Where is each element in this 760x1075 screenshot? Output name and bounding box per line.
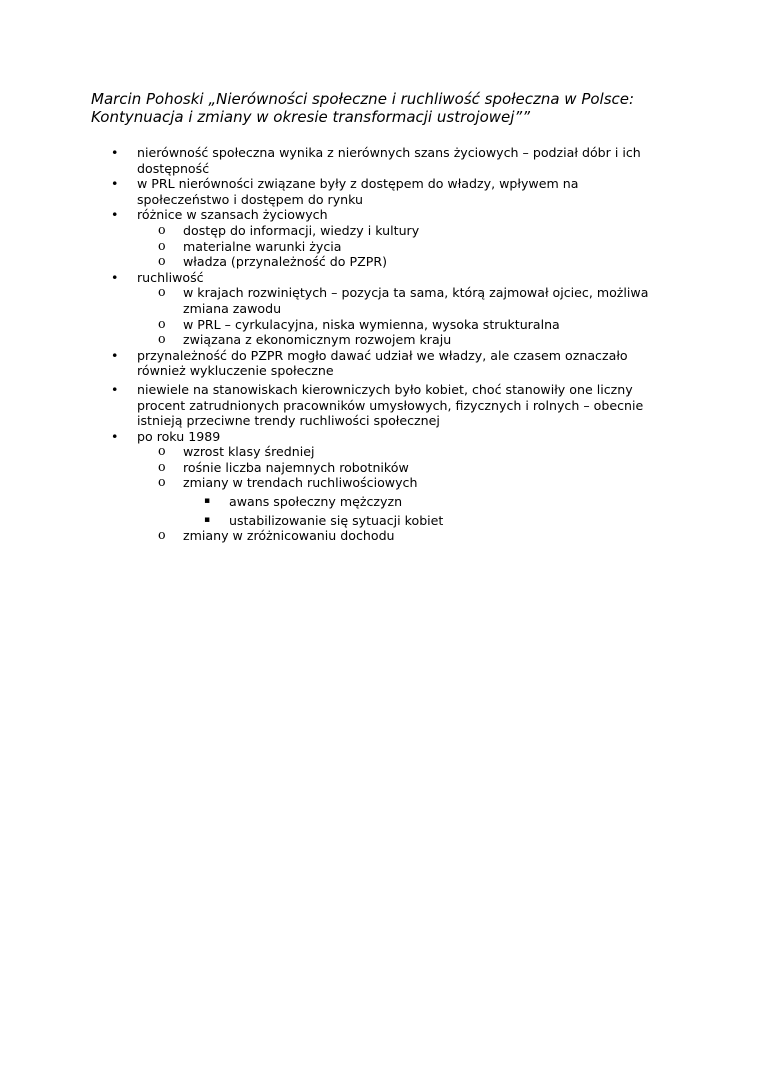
circle-bullet-icon: o <box>158 237 166 253</box>
bullet-icon: • <box>111 176 119 192</box>
bullet-list <box>0 145 760 544</box>
list-item-text: ruchliwość <box>137 269 204 285</box>
list-item-text: materialne warunki życia <box>183 238 342 254</box>
list-item <box>0 285 663 316</box>
square-bullet-icon: ▪ <box>204 496 211 507</box>
circle-bullet-icon: o <box>158 443 166 459</box>
list-item <box>0 270 657 286</box>
bullet-icon: • <box>111 207 119 223</box>
list-item <box>0 460 663 476</box>
list-item <box>0 223 663 239</box>
list-item <box>0 332 663 348</box>
list-item <box>0 317 663 333</box>
list-item <box>0 429 657 445</box>
circle-bullet-icon: o <box>158 527 166 543</box>
list-item-text: niewiele na stanowiskach kierowniczych było kobiet, choć stanowiły one liczny procent zatrudnionych pracowników umysłowych, fizycznych i rolnych – obecnie istnieją przeciwne trendy ruchliwości społecznej <box>137 381 644 429</box>
circle-bullet-icon: o <box>158 284 166 300</box>
list-item-text: dostęp do informacji, wiedzy i kultury <box>183 222 420 238</box>
list-item-text: zmiany w trendach ruchliwościowych <box>183 475 418 491</box>
bullet-icon: • <box>111 145 119 160</box>
list-item <box>0 444 663 460</box>
list-item <box>0 254 663 270</box>
list-item <box>0 145 657 176</box>
list-item <box>0 382 657 429</box>
list-item-text: związana z ekonomicznym rozwojem kraju <box>183 332 452 348</box>
bullet-icon: • <box>111 347 119 363</box>
circle-bullet-icon: o <box>158 474 166 490</box>
list-item <box>0 207 657 223</box>
list-item-text: zmiany w zróżnicowaniu dochodu <box>183 528 395 544</box>
circle-bullet-icon: o <box>158 221 166 237</box>
list-item-text: w krajach rozwiniętych – pozycja ta sama, którą zajmował ojciec, możliwa zmiana zawodu <box>183 285 649 316</box>
list-item <box>0 176 657 207</box>
list-item-text: wzrost klasy średniej <box>183 444 315 460</box>
list-item-text: ustabilizowanie się sytuacji kobiet <box>229 512 444 528</box>
list-item-text: przynależność do PZPR mogło dawać udział we władzy, ale czasem oznaczało również wykluczenie społeczne <box>137 347 628 379</box>
circle-bullet-icon: o <box>158 253 166 269</box>
list-item-text: w PRL nierówności związane były z dostępem do władzy, wpływem na społeczeństwo i dostępem do rynku <box>137 176 579 207</box>
circle-bullet-icon: o <box>158 458 166 474</box>
list-item <box>0 475 663 491</box>
bullet-icon: • <box>111 269 119 285</box>
list-item-text: władza (przynależność do PZPR) <box>183 254 387 270</box>
document-title: Marcin Pohoski „Nierówności społeczne i ruchliwość społeczna w Polsce: Kontynuacja i zmiany w okresie transformacji ustrojowej”” <box>91 90 635 126</box>
circle-bullet-icon: o <box>158 315 166 331</box>
list-item-text: w PRL – cyrkulacyjna, niska wymienna, wysoka strukturalna <box>183 316 560 332</box>
bullet-icon: • <box>111 381 119 397</box>
list-item <box>0 513 649 529</box>
list-item-text: różnice w szansach życiowych <box>137 207 328 223</box>
list-item <box>0 348 657 379</box>
list-item-text: rośnie liczba najemnych robotników <box>183 459 409 475</box>
circle-bullet-icon: o <box>158 331 166 347</box>
list-item <box>0 494 649 510</box>
list-item-text: awans społeczny mężczyzn <box>229 494 403 510</box>
list-item-text: nierówność społeczna wynika z nierównych szans życiowych – podział dóbr i ich dostępność <box>137 145 641 176</box>
bullet-icon: • <box>111 428 119 444</box>
list-item <box>0 239 663 255</box>
square-bullet-icon: ▪ <box>204 514 211 525</box>
list-item <box>0 528 663 544</box>
list-item-text: po roku 1989 <box>137 428 221 444</box>
